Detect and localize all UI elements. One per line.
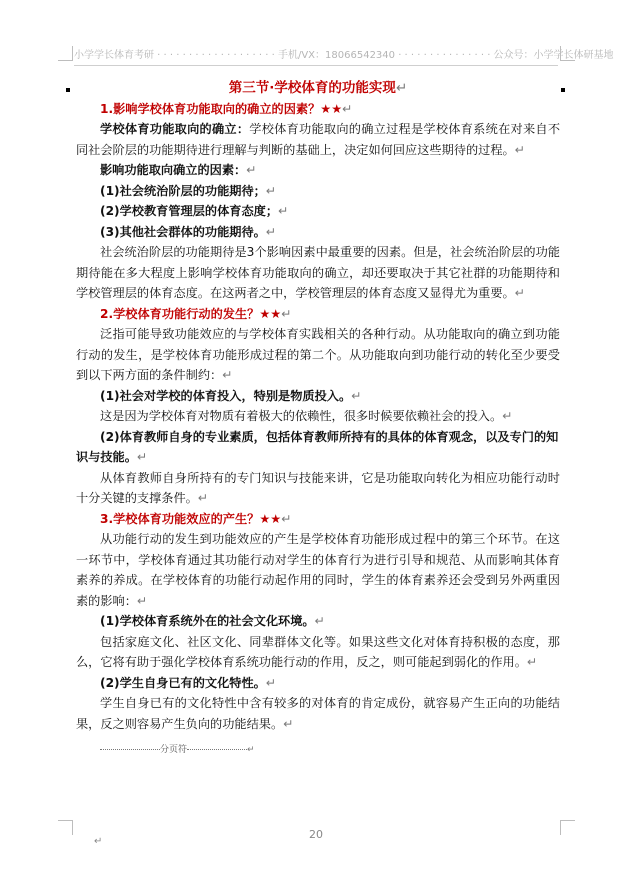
s2-item-1 <box>76 386 560 407</box>
s2-item-2 <box>76 427 560 468</box>
paragraph-mark: ↵ <box>395 80 408 96</box>
paragraph-mark: ↵ <box>278 204 289 218</box>
s1-heading <box>76 99 560 120</box>
s1-item-3-text: (3)其他社会群体的功能期待。 <box>100 224 266 239</box>
s2-item-2-body <box>76 468 560 509</box>
s2-item-1-text: (1)社会对学校的体育投入，特别是物质投入。 <box>100 388 352 403</box>
page-break <box>76 740 560 761</box>
paragraph-mark: ↵ <box>222 368 233 382</box>
paragraph-mark: ↵ <box>314 614 325 628</box>
s2-item-2-body-text: 从体育教师自身所持有的专门知识与技能来讲，它是功能取向转化为相应功能行动时十分关键的支撑条件。 <box>76 470 560 505</box>
s1-factors-label-text: 影响功能取向确立的因素： <box>100 163 247 177</box>
s3-item-2 <box>76 673 560 694</box>
page-header: 小学学长体育考研 · · · · · · · · · · · · · · · · · · · 手机/VX：18066542340 · · · · · · · · · · · · · · · 公众号：小学学长体研基地 <box>74 46 558 66</box>
s3-item-1 <box>76 611 560 632</box>
s1-item-2-text: (2)学校教育管理层的体育态度； <box>100 204 279 218</box>
s2-body-text: 泛指可能导致功能效应的与学校体育实践相关的各种行动。从功能取向的确立到功能行动的发生，是学校体育功能形成过程的第二个。从功能取向到功能行动的转化至少要受到以下两方面的条件制约： <box>76 327 560 382</box>
s1-definition <box>76 119 560 160</box>
s3-item-1-body-text: 包括家庭文化、社区文化、同辈群体文化等。如果这些文化对体育持积极的态度，那么，它将有助于强化学校体育系统功能行动的作用，反之，则可能起到弱化的作用。 <box>76 634 560 669</box>
s3-item-1-body <box>76 632 560 673</box>
s1-item-3 <box>76 222 560 243</box>
page-number: 20 <box>309 828 323 841</box>
bullet-mark-left <box>66 88 70 92</box>
paragraph-mark: ↵ <box>514 286 525 300</box>
paragraph-mark: ↵ <box>265 224 277 239</box>
paragraph-mark: ↵ <box>136 593 148 608</box>
footer-paragraph-mark: ↵ <box>94 836 103 847</box>
paragraph-mark: ↵ <box>136 450 148 464</box>
paragraph-mark: ↵ <box>342 101 353 116</box>
crop-mark-top-right <box>560 46 575 61</box>
s2-body <box>76 324 560 386</box>
s1-item-1-text: (1)社会统治阶层的功能期待； <box>100 183 266 198</box>
paragraph-mark: ↵ <box>351 388 362 403</box>
s1-definition-lead: 学校体育功能取向的确立： <box>100 122 250 136</box>
paragraph-mark: ↵ <box>247 745 255 755</box>
s1-definition-body: 学校体育功能取向的确立过程是学校体育系统在对来自不同社会阶层的功能期待进行理解与判断的基础上，决定如何回应这些期待的过程。 <box>76 122 561 157</box>
paragraph-mark: ↵ <box>265 183 277 198</box>
section-title <box>76 78 560 99</box>
s1-factors-label <box>76 160 560 181</box>
paragraph-mark: ↵ <box>197 491 209 505</box>
s2-item-1-body <box>76 406 560 427</box>
bullet-mark-right <box>561 88 565 92</box>
s1-body-text: 社会统治阶层的功能期待是3个影响因素中最重要的因素。但是，社会统治阶层的功能期待能在多大程度上影响学校体育功能取向的确立，却还要取决于其它社群的功能期待和学校管理层的体育态度。在这两者之中，学校管理层的体育态度又显得尤为重要。 <box>76 245 560 300</box>
s2-heading-text: 2.学校体育功能行动的发生？★★ <box>100 306 282 321</box>
s3-item-2-body-text: 学生自身已有的文化特性中含有较多的对体育的肯定成份，就容易产生正向的功能结果，反之则容易产生负向的功能结果。 <box>76 696 560 731</box>
s3-body-text: 从功能行动的发生到功能效应的产生是学校体育功能形成过程中的第三个环节。在这一环节中，学校体育通过其功能行动对学生的体育行为进行引导和规范、从而影响其体育素养的养成。在学校体育的功能行动起作用的同时，学生的体育素养还会受到另外两重因素的影响： <box>76 532 560 608</box>
s3-heading-text: 3.学校体育功能效应的产生？★★ <box>100 511 282 526</box>
s3-item-1-text: (1)学校体育系统外在的社会文化环境。 <box>100 614 315 628</box>
s2-item-2-text: (2)体育教师自身的专业素质，包括体育教师所持有的具体的体育观念，以及专门的知识与技能。 <box>76 429 559 464</box>
paragraph-mark: ↵ <box>281 511 292 526</box>
s2-heading <box>76 304 560 325</box>
s1-item-2 <box>76 201 560 222</box>
paragraph-mark: ↵ <box>283 716 294 731</box>
s2-item-1-body-text: 这是因为学校体育对物质有着极大的依赖性，很多时候要依赖社会的投入。 <box>100 409 503 423</box>
s1-item-1 <box>76 181 560 202</box>
crop-mark-top-left <box>58 46 73 61</box>
s1-heading-text: 1.影响学校体育功能取向的确立的因素？★★ <box>100 101 343 116</box>
paragraph-mark: ↵ <box>265 675 277 690</box>
paragraph-mark: ↵ <box>514 142 525 157</box>
paragraph-mark: ↵ <box>502 409 513 423</box>
s3-body <box>76 529 560 611</box>
page-break-label: 分页符 <box>160 745 188 755</box>
s1-body <box>76 242 560 304</box>
document-body[interactable] <box>76 78 560 761</box>
paragraph-mark: ↵ <box>246 163 257 177</box>
s3-item-2-text: (2)学生自身已有的文化特性。 <box>100 675 266 690</box>
section-title-text: 第三节·学校体育的功能实现 <box>228 80 396 96</box>
paragraph-mark: ↵ <box>526 655 538 669</box>
s3-heading <box>76 509 560 530</box>
paragraph-mark: ↵ <box>281 306 292 321</box>
s3-item-2-body <box>76 693 560 734</box>
